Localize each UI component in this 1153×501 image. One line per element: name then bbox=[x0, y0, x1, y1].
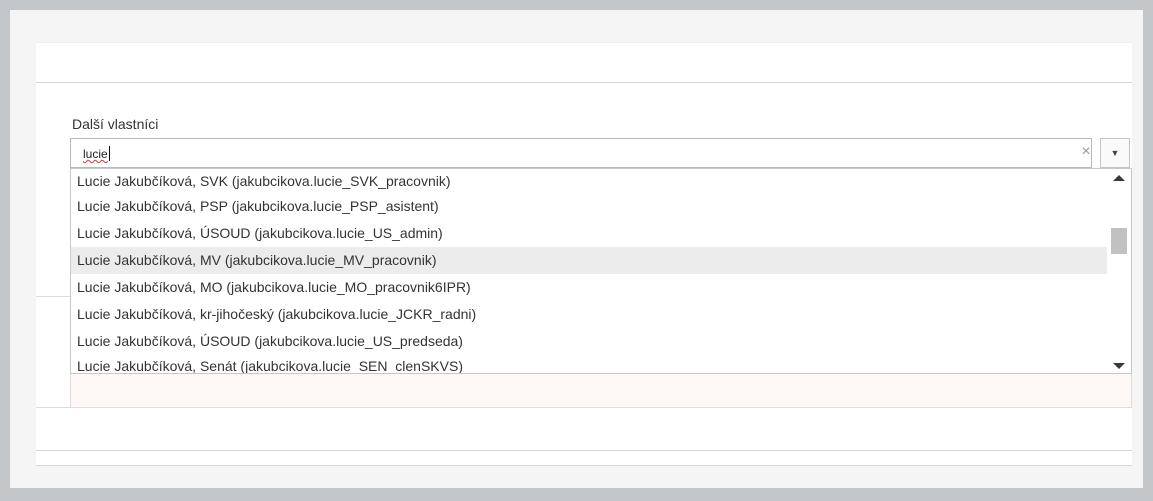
dropdown-option[interactable]: Lucie Jakubčíková, kr-jihočeský (jakubcikova.lucie_JCKR_radni) bbox=[77, 306, 477, 322]
search-value[interactable] bbox=[83, 146, 110, 161]
scroll-down-arrow-icon[interactable] bbox=[1113, 363, 1125, 369]
underlying-field-edge bbox=[36, 296, 70, 408]
owners-dropdown bbox=[70, 168, 1132, 374]
text-cursor bbox=[109, 146, 110, 161]
card-header-divider bbox=[36, 82, 1132, 83]
card-footer-divider bbox=[36, 450, 1132, 451]
dropdown-option[interactable]: Lucie Jakubčíková, PSP (jakubcikova.lucie_PSP_asistent) bbox=[77, 198, 439, 214]
dropdown-option[interactable]: Lucie Jakubčíková, MO (jakubcikova.lucie_MO_pracovnik6IPR) bbox=[77, 279, 471, 295]
dropdown-option[interactable]: Lucie Jakubčíková, SVK (jakubcikova.lucie_SVK_pracovnik) bbox=[77, 173, 451, 189]
search-text: lucie bbox=[83, 147, 108, 161]
underlying-field-area bbox=[70, 374, 1132, 408]
dropdown-scrollbar[interactable] bbox=[1107, 169, 1131, 373]
scrollbar-thumb[interactable] bbox=[1111, 228, 1127, 254]
dropdown-option[interactable]: Lucie Jakubčíková, Senát (jakubcikova.lucie_SEN_clenSKVS) bbox=[77, 358, 463, 374]
dropdown-option[interactable]: Lucie Jakubčíková, ÚSOUD (jakubcikova.lucie_US_predseda) bbox=[77, 333, 463, 349]
dropdown-option[interactable]: Lucie Jakubčíková, ÚSOUD (jakubcikova.lucie_US_admin) bbox=[77, 225, 443, 241]
field-label: Další vlastníci bbox=[72, 116, 159, 132]
close-icon[interactable]: × bbox=[1081, 143, 1091, 160]
chevron-down-icon[interactable]: ▼ bbox=[1100, 138, 1130, 168]
dropdown-options-list bbox=[71, 169, 1107, 374]
owners-search-input[interactable] bbox=[70, 138, 1092, 168]
scroll-up-arrow-icon[interactable] bbox=[1113, 175, 1125, 181]
dropdown-option-highlighted[interactable]: Lucie Jakubčíková, MV (jakubcikova.lucie_MV_pracovnik) bbox=[71, 247, 1107, 274]
